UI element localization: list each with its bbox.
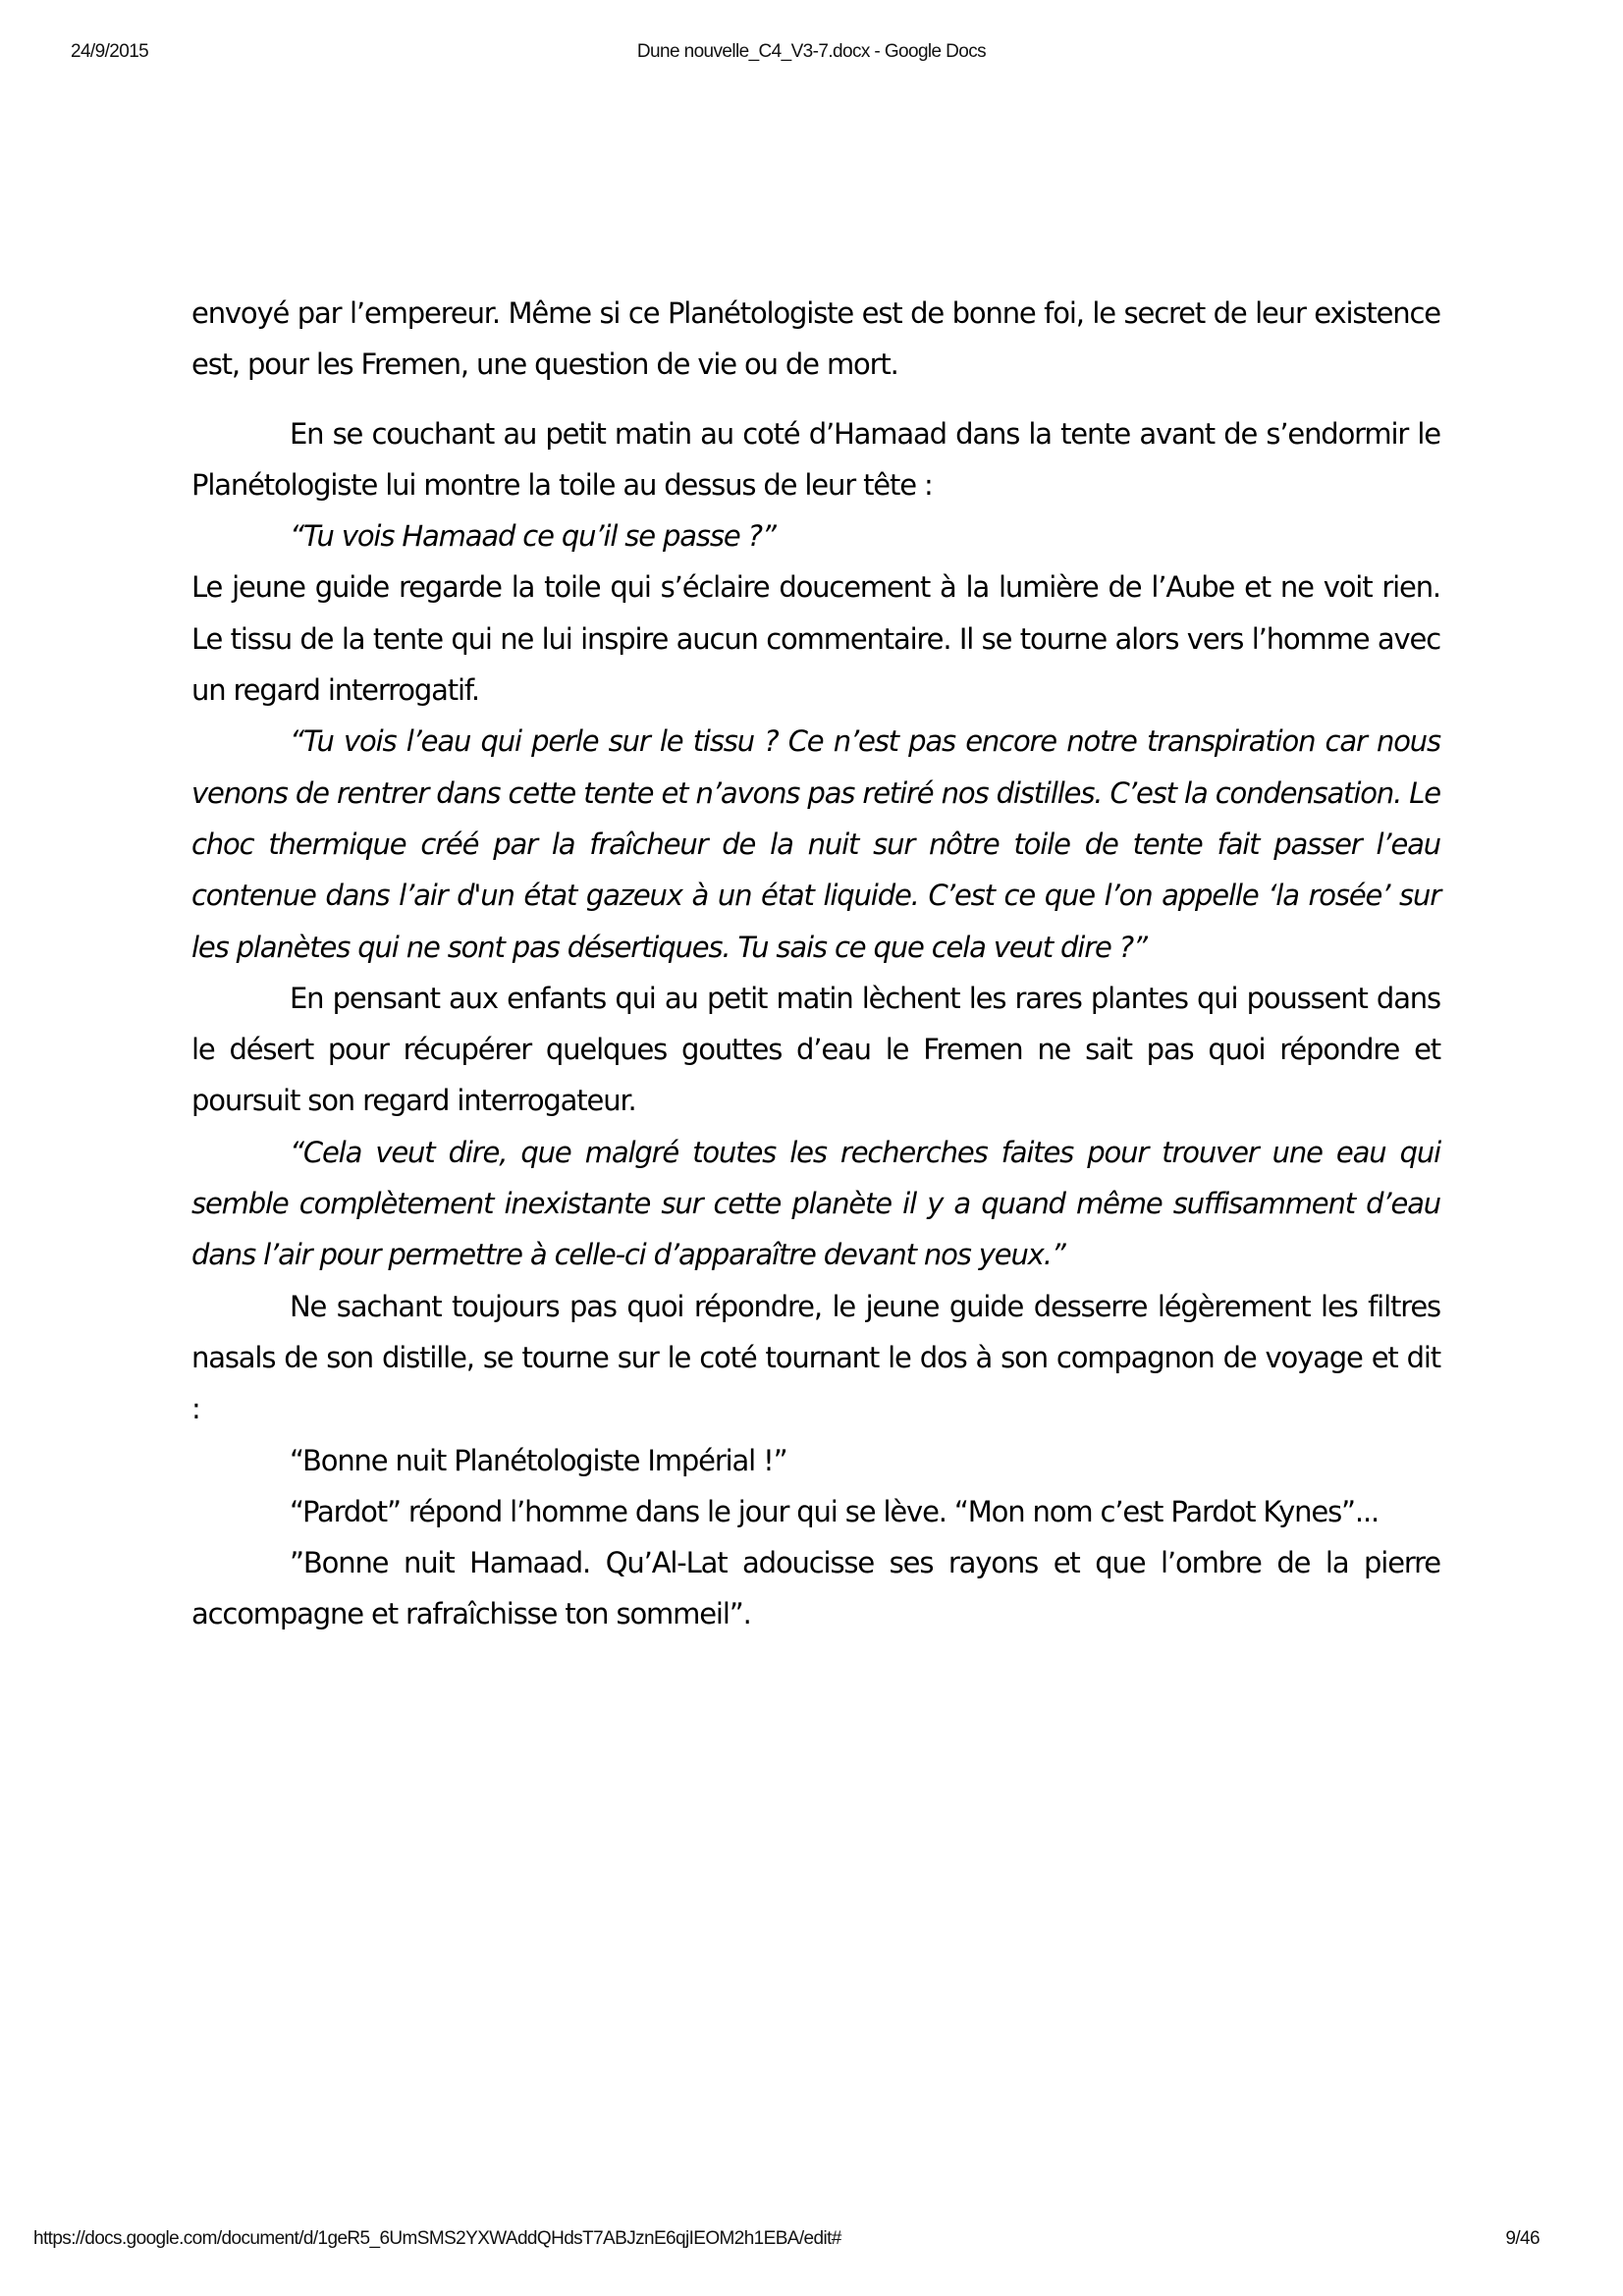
paragraph: En se couchant au petit matin au coté d’Hamaad dans la tente avant de s’endormir le Planétologiste lui montre la toile au dessus de leur tête : [191,416,1440,502]
dialogue-paragraph: “Pardot” répond l’homme dans le jour qui se lève. “Mon nom c’est Pardot Kynes”... [290,1494,1380,1528]
dialogue-paragraph: ”Bonne nuit Hamaad. Qu’Al-Lat adoucisse ses rayons et que l’ombre de la pierre accompagne et rafraîchisse ton sommeil”. [191,1546,1440,1631]
document-url[interactable]: https://docs.google.com/document/d/1geR5_6UmSMS2YXWAddQHdsT7ABJznE6qjIEOM2h1EBA/edit# [33,2228,841,2249]
paragraph: Le jeune guide regarde la toile qui s’éclaire doucement à la lumière de l’Aube et ne voit rien. Le tissu de la tente qui ne lui inspire aucun commentaire. Il se tourne alors vers l’homme avec un regard interrogatif. [191,570,1440,708]
paragraph: Ne sachant toujours pas quoi répondre, le jeune guide desserre légèrement les filtres nasals de son distille, se tourne sur le coté tournant le dos à son compagnon de voyage et dit : [191,1289,1440,1426]
dialogue-paragraph: “Tu vois l’eau qui perle sur le tissu ? Ce n’est pas encore notre transpiration car nous venons de rentrer dans cette tente et n’avons pas retiré nos distilles. C’est la condensation. Le choc thermique créé par la fraîcheur de la nuit sur nôtre toile de tente fait passer l’eau contenue dans l’air d'un état gazeux à un état liquide. C’est ce que l’on appelle ‘la rosée’ sur les planètes qui ne sont pas désertiques. Tu sais ce que cela veut dire ?” [191,724,1440,964]
page-number: 9/46 [1505,2228,1540,2249]
dialogue-line: “Bonne nuit Planétologiste Impérial !” [290,1443,787,1477]
document-body [191,288,1440,1640]
print-date: 24/9/2015 [71,41,149,62]
paragraph: En pensant aux enfants qui au petit matin lèchent les rares plantes qui poussent dans le désert pour récupérer quelques gouttes d’eau le Fremen ne sait pas quoi répondre et poursuit son regard interrogateur. [191,981,1440,1118]
document-title: Dune nouvelle_C4_V3-7.docx - Google Docs [636,41,987,62]
paragraph: envoyé par l’empereur. Même si ce Planétologiste est de bonne foi, le secret de leur existence est, pour les Fremen, une question de vie ou de mort. [191,296,1440,382]
dialogue-line: “Tu vois Hamaad ce qu’il se passe ?” [290,519,776,554]
dialogue-paragraph: “Cela veut dire, que malgré toutes les recherches faites pour trouver une eau qui semble complètement inexistante sur cette planète il y a quand même suffisamment d’eau dans l’air pour permettre à celle-ci d’apparaître devant nos yeux.” [191,1135,1440,1272]
